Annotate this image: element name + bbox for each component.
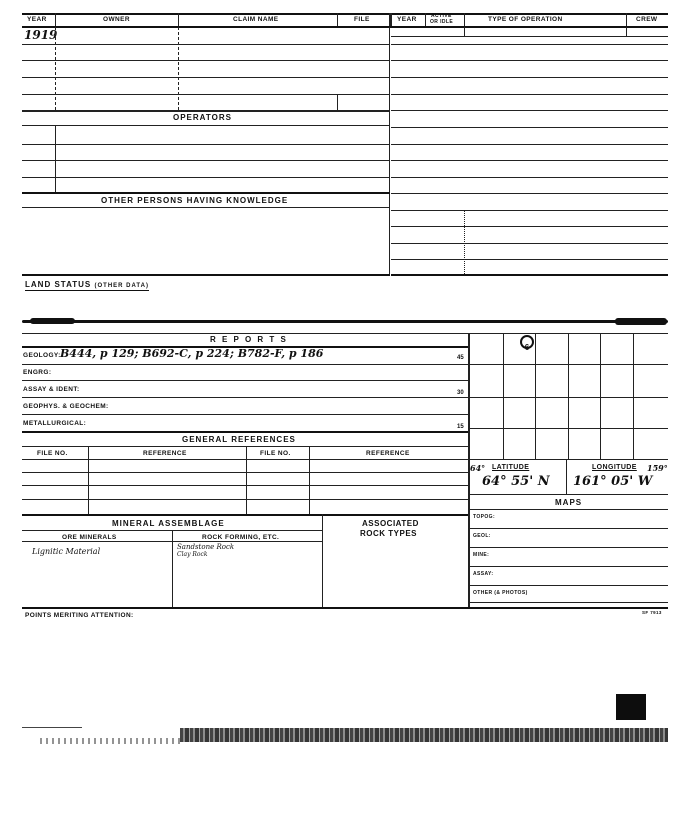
operation-row-line	[391, 243, 668, 244]
rock-forming-value-2: Clay Rock	[177, 551, 208, 558]
grid-row	[468, 364, 668, 365]
gen-ref-divider	[246, 446, 247, 514]
center-divider	[389, 27, 390, 275]
operation-row-line	[391, 44, 668, 45]
ore-minerals-value: Lignitic Material	[32, 547, 101, 556]
maps-line	[468, 566, 668, 567]
scan-smudge-band	[40, 738, 180, 744]
operators-line	[22, 177, 390, 178]
gen-ref-col-file-no2: FILE NO.	[260, 450, 291, 457]
col-header-year: YEAR	[27, 16, 47, 23]
gen-ref-col-reference: REFERENCE	[143, 450, 187, 457]
operators-heading: OPERATORS	[173, 113, 232, 122]
header-divider	[337, 13, 338, 26]
geology-value: B444, p 129; B692-C, p 224; B782-F, p 186	[60, 347, 324, 360]
operation-row-line	[391, 193, 668, 194]
col-header-or-idle: OR IDLE	[430, 19, 454, 25]
maps-line	[468, 547, 668, 548]
reports-line	[22, 364, 468, 365]
operation-row-line	[391, 60, 668, 61]
operation-divider	[464, 27, 465, 37]
header-divider	[464, 13, 465, 26]
land-status-label: LAND STATUS	[25, 280, 92, 289]
crew-divider	[626, 27, 627, 37]
col-header-type-of-operation: TYPE OF OPERATION	[488, 16, 563, 23]
associated-heading-2: ROCK TYPES	[360, 529, 418, 538]
grid-col	[503, 333, 504, 459]
col-header-owner: OWNER	[103, 16, 130, 23]
reports-line	[22, 414, 468, 415]
grid-row	[468, 428, 668, 429]
operators-line	[22, 125, 390, 126]
mineral-divider	[172, 530, 173, 607]
maps-line	[468, 528, 668, 529]
header-divider	[55, 13, 56, 26]
geophys-label: GEOPHYS. & GEOCHEM:	[23, 403, 109, 410]
header-top-border	[22, 13, 668, 15]
maps-geol-label: GEOL:	[473, 533, 491, 539]
row-line	[22, 44, 390, 45]
longitude-suffix: 159°	[647, 463, 668, 473]
land-status-heading	[25, 280, 149, 291]
gen-ref-col-file-no: FILE NO.	[37, 450, 68, 457]
lat-long-divider	[566, 459, 567, 494]
col-header-claim-name: CLAIM NAME	[233, 16, 279, 23]
margin-number: 30	[457, 390, 464, 396]
col-header-year2: YEAR	[397, 16, 417, 23]
latitude-value: 64° 55' N	[482, 474, 550, 489]
mineral-assemblage-heading: MINERAL ASSEMBLAGE	[112, 519, 225, 528]
rock-forming-value-1: Sandstone Rock	[177, 543, 235, 551]
maps-other-label: OTHER (& PHOTOS)	[473, 590, 528, 596]
header-bottom-border	[22, 26, 668, 28]
longitude-value: 161° 05' W	[573, 474, 653, 489]
header-divider	[425, 13, 426, 26]
operation-bottom-border	[391, 274, 668, 276]
margin-number: 15	[457, 424, 464, 430]
land-status-top-border	[22, 274, 390, 276]
owner-divider	[55, 27, 56, 110]
smudge-mark	[30, 318, 75, 324]
entry-year: 1919	[24, 28, 58, 42]
operation-row-line	[391, 127, 668, 128]
operators-line	[22, 144, 390, 145]
row-line	[22, 77, 390, 78]
operators-bottom-border	[22, 192, 390, 194]
black-square-mark	[616, 694, 646, 720]
header-divider	[391, 13, 392, 26]
col-header-crew: CREW	[636, 16, 658, 23]
grid-col	[568, 333, 569, 459]
operation-row-line	[391, 94, 668, 95]
points-meriting-attention: POINTS MERITING ATTENTION:	[25, 612, 134, 619]
operation-divider-dotted	[464, 210, 465, 274]
smudge-mark	[615, 318, 667, 325]
maps-heading: MAPS	[555, 498, 583, 507]
maps-assay-label: ASSAY:	[473, 571, 494, 577]
rock-forming-label: ROCK FORMING, ETC.	[202, 534, 280, 541]
latitude-label: LATITUDE	[492, 464, 530, 471]
operation-row-line	[391, 110, 668, 111]
margin-number: 45	[457, 355, 464, 361]
operators-line	[22, 160, 390, 161]
operation-row-line	[391, 160, 668, 161]
longitude-label: LONGITUDE	[592, 464, 637, 471]
row-line	[22, 60, 390, 61]
operation-row-line	[391, 77, 668, 78]
operation-row-line	[391, 226, 668, 227]
maps-line	[468, 602, 668, 603]
reports-line	[22, 397, 468, 398]
section-marker-number: 6	[524, 343, 530, 352]
file-divider	[337, 94, 338, 110]
col-header-file: FILE	[354, 16, 370, 23]
row-line	[22, 110, 390, 112]
maps-mine-label: MINE:	[473, 552, 490, 558]
heavy-rule	[22, 320, 668, 323]
other-persons-line	[22, 207, 390, 208]
latitude-prefix: 64°	[470, 463, 486, 473]
operation-row-line	[391, 144, 668, 145]
section-marker	[520, 335, 534, 352]
gen-ref-bottom-border	[22, 514, 468, 516]
assemblage-bottom-border	[22, 607, 668, 609]
header-divider	[626, 13, 627, 26]
gen-ref-divider	[88, 446, 89, 514]
grid-row	[468, 459, 668, 460]
gen-ref-col-reference2: REFERENCE	[366, 450, 410, 457]
reports-line	[22, 380, 468, 381]
other-persons-heading: OTHER PERSONS HAVING KNOWLEDGE	[101, 196, 289, 205]
general-references-heading: GENERAL REFERENCES	[182, 435, 296, 444]
operation-row-line	[391, 177, 668, 178]
lat-long-bottom	[468, 494, 668, 495]
assay-label: ASSAY & IDENT:	[23, 386, 80, 393]
associated-heading-1: ASSOCIATED	[362, 519, 419, 528]
operation-row-line	[391, 259, 668, 260]
maps-topog-label: TOPOG:	[473, 514, 496, 520]
geology-label: GEOLOGY:	[23, 352, 61, 359]
gen-ref-divider	[309, 446, 310, 514]
row-line	[22, 94, 390, 95]
land-status-sub: (OTHER DATA)	[94, 283, 149, 289]
operation-row-line	[391, 210, 668, 211]
grid-col	[600, 333, 601, 459]
engrg-label: ENGRG:	[23, 369, 52, 376]
metallurgical-label: METALLURGICAL:	[23, 420, 87, 427]
grid-col	[535, 333, 536, 459]
header-divider	[178, 13, 179, 26]
maps-line	[468, 509, 668, 510]
claim-divider	[178, 27, 179, 110]
reports-heading: R E P O R T S	[210, 335, 288, 344]
grid-row	[468, 397, 668, 398]
scan-rule	[22, 727, 82, 728]
reports-bottom-border	[22, 431, 468, 433]
reports-top-border	[22, 333, 668, 334]
associated-divider	[322, 514, 323, 607]
maps-line	[468, 585, 668, 586]
ore-minerals-label: ORE MINERALS	[62, 534, 117, 541]
scan-smudge-band	[180, 728, 668, 742]
form-code: SF 7913	[642, 610, 662, 615]
grid-col	[633, 333, 634, 459]
operators-divider	[55, 125, 56, 192]
col-header-active: ACTIVE	[431, 13, 452, 19]
